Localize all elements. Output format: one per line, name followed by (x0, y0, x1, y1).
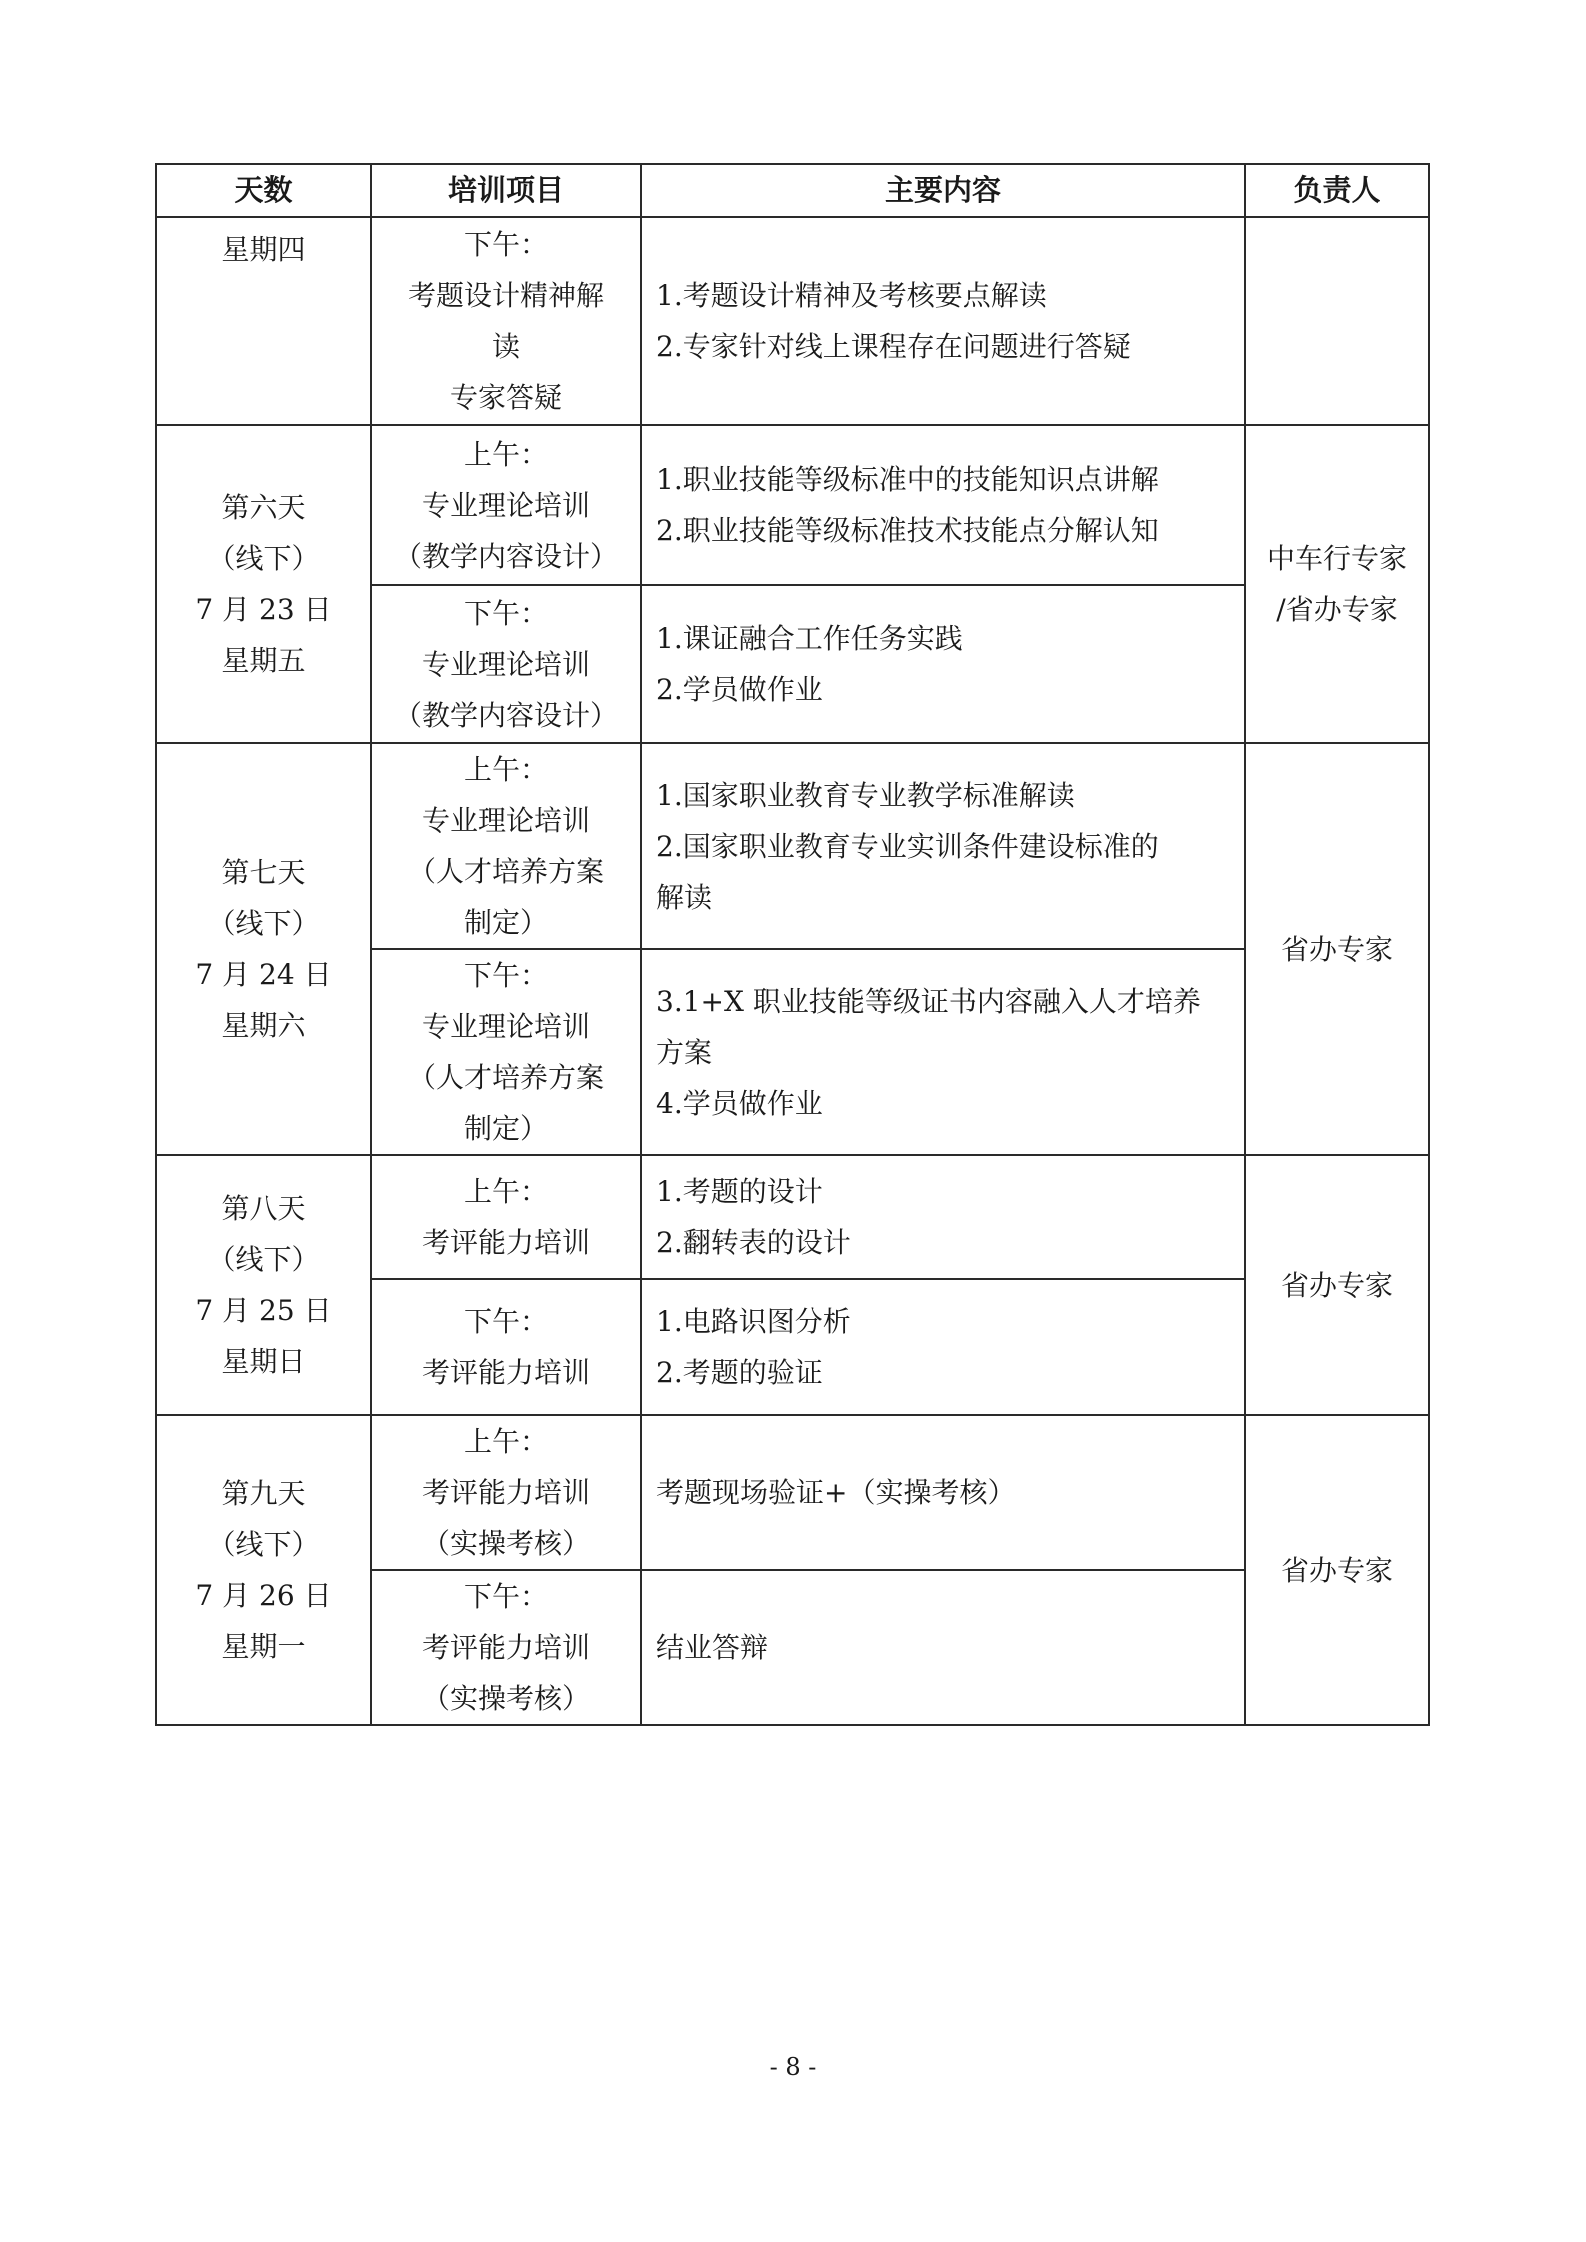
day-line: （线下） (207, 542, 320, 575)
item-cell (371, 1155, 641, 1279)
schedule-table (155, 163, 1430, 1726)
day-line: 星期四 (221, 233, 306, 266)
item-line: （实操考核） (421, 1682, 590, 1715)
item-line: 下午： (463, 1305, 548, 1338)
header-content: 主要内容 (641, 164, 1245, 217)
item-line: 下午： (463, 959, 548, 992)
item-line: 考评能力培训 (421, 1631, 590, 1664)
day-line: 星期五 (221, 644, 306, 677)
day-line: （线下） (207, 1243, 320, 1276)
day-line: （线下） (207, 1528, 320, 1561)
item-line: 制定） (463, 906, 548, 939)
item-cell (371, 949, 641, 1155)
content-line: 4.学员做作业 (656, 1086, 823, 1120)
owner-cell (1245, 217, 1429, 425)
content-line: 解读 (656, 880, 713, 914)
day-line: 7 月 23 日 (195, 593, 332, 626)
item-line: （教学内容设计） (393, 539, 618, 573)
item-line: 考题设计精神解 (407, 279, 604, 312)
header-day: 天数 (156, 164, 371, 217)
content-line: 2.考题的验证 (656, 1356, 823, 1389)
day-line: 星期六 (221, 1009, 306, 1042)
table-row (156, 1155, 1429, 1279)
item-cell (371, 1415, 641, 1570)
page-number: - 8 - (769, 2053, 817, 2081)
content-cell (641, 949, 1245, 1155)
content-cell (641, 217, 1245, 425)
table-row (156, 1415, 1429, 1570)
content-line: 3.1+X 职业技能等级证书内容融入人才培养 (656, 984, 1201, 1018)
content-line: 1.课证融合工作任务实践 (656, 622, 963, 655)
content-line: 考题现场验证+（实操考核） (656, 1476, 1016, 1509)
content-line: 结业答辩 (656, 1631, 769, 1664)
day-line: 星期日 (221, 1345, 306, 1378)
day-line: （线下） (207, 907, 320, 940)
item-line: 专业理论培训 (421, 647, 590, 681)
item-line: 读 (491, 330, 520, 363)
owner-line: 省办专家 (1280, 932, 1393, 966)
item-line: 考评能力培训 (421, 1476, 590, 1509)
day-cell (156, 1415, 371, 1725)
content-line: 1.国家职业教育专业教学标准解读 (656, 778, 1075, 812)
owner-line: 中车行专家 (1266, 542, 1407, 575)
day-cell (156, 1155, 371, 1415)
item-line: 制定） (463, 1112, 548, 1145)
item-line: 下午： (463, 596, 548, 630)
header-owner: 负责人 (1245, 164, 1429, 217)
item-line: 上午： (463, 753, 548, 786)
item-line: （人才培养方案 (407, 1061, 604, 1094)
day-line: 星期一 (221, 1630, 306, 1663)
content-line: 2.专家针对线上课程存在问题进行答疑 (656, 330, 1131, 363)
table-row (156, 425, 1429, 585)
content-line: 2.翻转表的设计 (656, 1226, 851, 1259)
content-cell (641, 1415, 1245, 1570)
item-cell (371, 743, 641, 949)
content-cell (641, 1279, 1245, 1415)
day-line: 第九天 (221, 1477, 306, 1510)
header-item: 培训项目 (371, 164, 641, 217)
item-line: 上午： (463, 1425, 548, 1458)
owner-line: 省办专家 (1280, 1553, 1393, 1587)
content-line: 2.学员做作业 (656, 673, 823, 706)
day-line: 第七天 (221, 856, 306, 889)
day-cell (156, 217, 371, 425)
content-cell (641, 743, 1245, 949)
day-line: 第六天 (221, 491, 306, 524)
item-line: 上午： (463, 437, 548, 471)
item-cell (371, 217, 641, 425)
table-row (156, 743, 1429, 949)
day-line: 7 月 25 日 (195, 1294, 332, 1327)
content-line: 1.职业技能等级标准中的技能知识点讲解 (656, 463, 1159, 496)
content-line: 方案 (656, 1035, 713, 1069)
content-line: 1.考题的设计 (656, 1175, 823, 1208)
item-line: 专家答疑 (449, 381, 562, 414)
item-line: （教学内容设计） (393, 698, 618, 732)
item-line: 下午： (463, 1580, 548, 1613)
item-cell (371, 425, 641, 585)
owner-cell (1245, 743, 1429, 1155)
item-line: 考评能力培训 (421, 1226, 590, 1259)
item-line: （人才培养方案 (407, 855, 604, 888)
content-cell (641, 585, 1245, 743)
item-line: 专业理论培训 (421, 1010, 590, 1043)
day-cell (156, 743, 371, 1155)
item-line: （实操考核） (421, 1527, 590, 1560)
item-cell (371, 585, 641, 743)
content-line: 1.电路识图分析 (656, 1305, 851, 1338)
owner-cell (1245, 425, 1429, 743)
day-line: 7 月 24 日 (195, 958, 332, 991)
owner-cell (1245, 1155, 1429, 1415)
item-line: 上午： (463, 1175, 548, 1208)
owner-line: /省办专家 (1276, 593, 1398, 626)
day-line: 第八天 (221, 1192, 306, 1225)
item-cell (371, 1570, 641, 1725)
item-line: 专业理论培训 (421, 488, 590, 522)
item-cell (371, 1279, 641, 1415)
owner-line: 省办专家 (1280, 1268, 1393, 1302)
content-line: 2.国家职业教育专业实训条件建设标准的 (656, 829, 1159, 863)
item-line: 考评能力培训 (421, 1356, 590, 1389)
content-line: 2.职业技能等级标准技术技能点分解认知 (656, 514, 1159, 547)
table-row (156, 217, 1429, 425)
owner-cell (1245, 1415, 1429, 1725)
content-cell (641, 425, 1245, 585)
header-row (156, 164, 1429, 217)
item-line: 下午： (463, 228, 548, 261)
item-line: 专业理论培训 (421, 804, 590, 837)
day-line: 7 月 26 日 (195, 1579, 332, 1612)
content-line: 1.考题设计精神及考核要点解读 (656, 279, 1047, 312)
content-cell (641, 1570, 1245, 1725)
day-cell (156, 425, 371, 743)
content-cell (641, 1155, 1245, 1279)
